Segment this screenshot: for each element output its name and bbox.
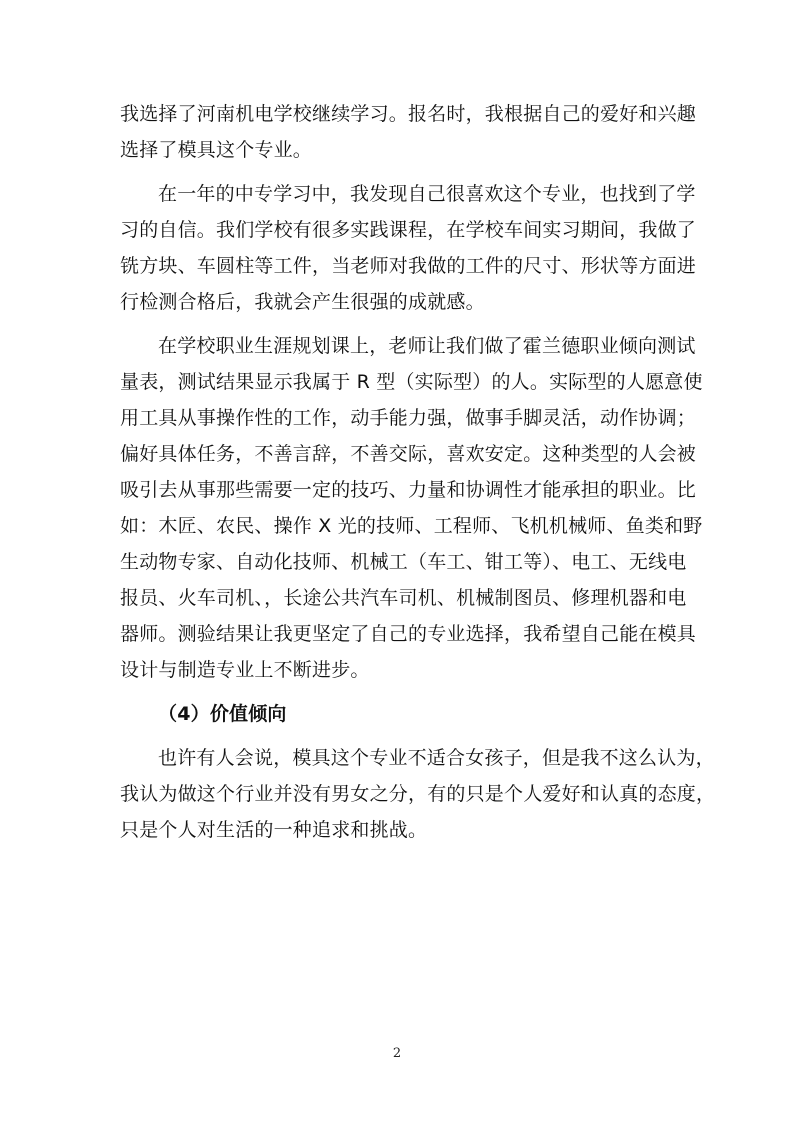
paragraph-line: 量表，测试结果显示我属于 R 型（实际型）的人。实际型的人愿意使: [120, 371, 703, 393]
paragraph-line: 报员、火车司机、，长途公共汽车司机、机械制图员、修理机器和电: [120, 587, 687, 609]
paragraph-line: 行检测合格后，我就会产生很强的成就感。: [120, 291, 485, 313]
paragraph-line: 在一年的中专学习中，我发现自己很喜欢这个专业，也找到了学: [158, 183, 696, 205]
paragraph-line: 器师。测验结果让我更坚定了自己的专业选择，我希望自己能在模具: [120, 623, 697, 645]
body-text: [120, 96, 716, 848]
paragraph-gap: [120, 168, 680, 176]
paragraph-line: 生动物专家、自动化技师、机械工（车工、钳工等）、电工、无线电: [120, 551, 687, 573]
page-number: 2: [392, 1046, 402, 1061]
paragraph-line: 铣方块、车圆柱等工件，当老师对我做的工件的尺寸、形状等方面进: [120, 255, 697, 277]
paragraph-line: 习的自信。我们学校有很多实践课程，在学校车间实习期间，我做了: [120, 219, 697, 241]
section-heading: （4）价值倾向: [158, 703, 287, 725]
paragraph-gap: [120, 320, 680, 328]
paragraph-line: 设计与制造专业上不断进步。: [120, 659, 370, 681]
paragraph-line: 吸引去从事那些需要一定的技巧、力量和协调性才能承担的职业。比: [120, 479, 697, 501]
paragraph-line: 偏好具体任务，不善言辞，不善交际，喜欢安定。这种类型的人会被: [120, 443, 697, 465]
paragraph-line: 用工具从事操作性的工作，动手能力强，做事手脚灵活，动作协调；: [120, 407, 697, 429]
paragraph-gap: [120, 688, 680, 696]
paragraph-line: 在学校职业生涯规划课上，老师让我们做了霍兰德职业倾向测试: [158, 335, 696, 357]
paragraph-gap: [120, 732, 680, 740]
paragraph-line: 只是个人对生活的一种追求和挑战。: [120, 819, 428, 841]
paragraph-line: 如：木匠、农民、操作 X 光的技师、工程师、飞机机械师、鱼类和野: [120, 515, 703, 537]
paragraph-line: 我认为做这个行业并没有男女之分，有的只是个人爱好和认真的态度，: [120, 783, 716, 805]
paragraph-line: 选择了模具这个专业。: [120, 139, 313, 161]
paragraph-line: 我选择了河南机电学校继续学习。报名时，我根据自己的爱好和兴趣: [120, 103, 697, 125]
paragraph-line: 也许有人会说，模具这个专业不适合女孩子，但是我不这么认为，: [158, 747, 715, 769]
